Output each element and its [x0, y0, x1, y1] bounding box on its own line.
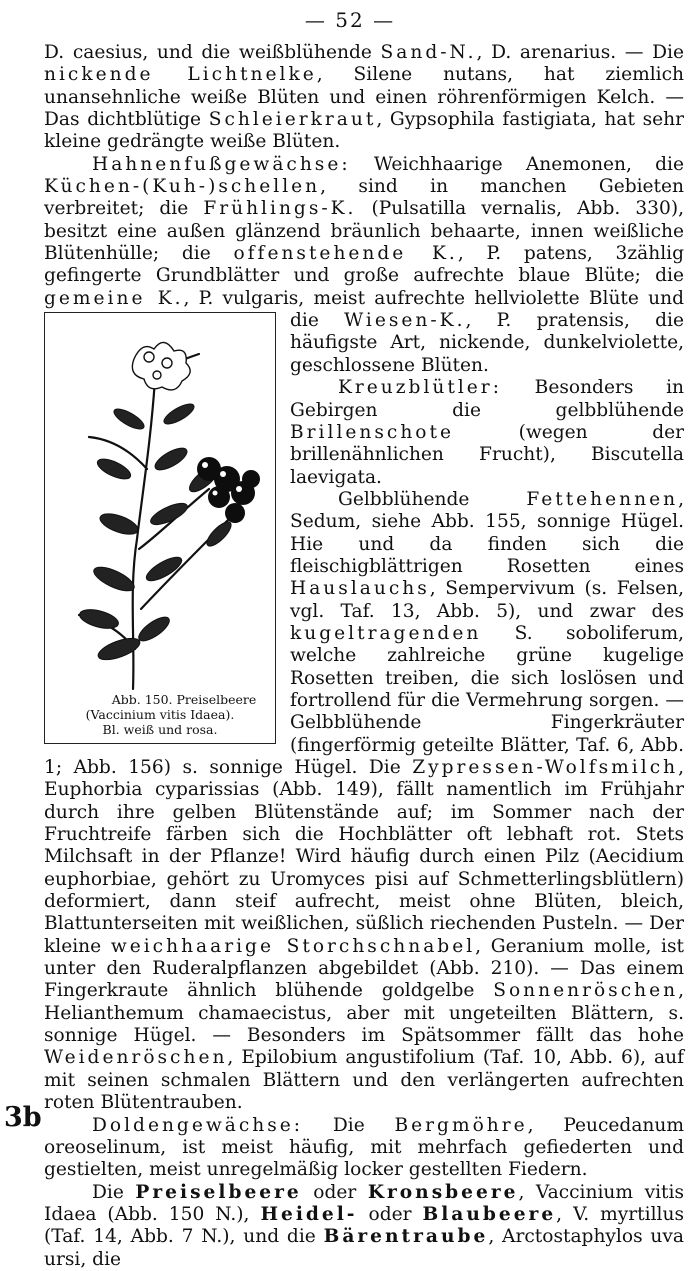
- text-run: , Epilobium angustifolium (Taf. 10, Abb. 6), auf mit seinen schmalen Blättern und den verlängerten aufrechten roten Blütentrauben.: [44, 1047, 684, 1114]
- text-run: , D. arenarius. — Die: [476, 42, 684, 63]
- spaced-term: Sand-N.: [380, 42, 477, 63]
- spaced-term: Küchen-(Kuh-)schellen: [44, 176, 321, 198]
- text-run: , P. patens, 3zählig gefingerte Grundblätter und große aufrechte blaue Blüte; die: [44, 243, 684, 287]
- spaced-term: Brillenschote: [290, 421, 454, 443]
- text-run: Besonders in Gebirgen die gelbblühende: [290, 377, 684, 421]
- spaced-term: Frühlings-K.: [203, 198, 357, 220]
- text-run: , sind in manchen Gebieten verbreitet; die: [44, 176, 684, 220]
- spaced-term: gemeine K.: [44, 287, 184, 309]
- spaced-term: kugeltragenden: [290, 622, 482, 644]
- text-run: , Euphorbia cyparissias (Abb. 149), fällt namentlich im Frühjahr durch ihre gelben Blütenstände auf; im Sommer nach der Fruchtreife färben sich die Hochblätter oft lebhaft rot. Stets Milchsaft in der Pflanze! Wird häufig durch einen Pilz (Aecidium euphorbiae, gehört zu Uromyces pisi auf Schmetterlingsblütlern) deformiert, dann steif aufrecht, meist ohne Blüten, bleich, Blattunterseiten mit weißlichen, süßlich riechenden Pusteln. — Der kleine: [44, 757, 684, 957]
- figure-caption: [45, 692, 275, 737]
- text-run: (fingerförmig geteilte Blätter, Taf. 6, Abb. 1; Abb. 156) s. sonnige Hügel. Die: [44, 734, 684, 778]
- text-run: , Geranium molle, ist unter den Ruderalpflanzen abgebildet (Abb. 210). — Das einem Fingerkraute ähnlich blühende goldgelbe: [44, 935, 684, 1002]
- text-run: , Vaccinium vitis Idaea (Abb. 150 N.),: [44, 1181, 684, 1225]
- text-run: , V. myrtillus (Taf. 14, Abb. 7 N.), und die: [44, 1203, 684, 1248]
- paragraph-doldengewaechse: [44, 1115, 684, 1182]
- bold-term: Blaubeere: [422, 1203, 557, 1225]
- text-run: Anemonen: [525, 153, 627, 175]
- section-heading: Doldengewächse:: [92, 1114, 304, 1136]
- section-heading: Hahnenfußgewächse:: [92, 153, 351, 175]
- text-run: , Sedum, siehe Abb. 155, sonnige Hügel. Hie und da finden sich die fleischigblättrigen Rosetten eines: [290, 488, 684, 577]
- text-run: , Arctostaphylos uva ursi, die: [44, 1226, 684, 1270]
- spaced-term: Hauslauchs: [290, 578, 430, 600]
- bold-term: Heidel-: [260, 1203, 358, 1225]
- margin-signature-mark: 3b: [4, 1102, 42, 1133]
- lingonberry-illustration: [59, 319, 263, 691]
- spaced-term: Wiesen-K.: [344, 310, 466, 332]
- page-number: — 52 —: [304, 8, 396, 32]
- bold-term: Preiselbeere: [135, 1181, 302, 1203]
- text-run: , Silene nutans, hat ziemlich unansehnliche weiße Blüten und einen röhrenförmigen Kelch. — Das dichtblütige: [44, 64, 685, 131]
- text-run: S. soboliferum, welche zahlreiche grüne kugelige Rosetten treiben, die sich loslösen und fortrollend für die Vermehrung sorgen. — Gelbblühende: [290, 622, 684, 734]
- spaced-term: Zypressen-Wolfsmilch: [412, 757, 679, 778]
- text-run: oder: [301, 1181, 368, 1203]
- text-run: oder: [357, 1203, 423, 1225]
- spaced-term: Weidenröschen: [44, 1047, 228, 1069]
- text-run: , P. vulgaris, meist aufrechte hellviolette Blüte und die: [183, 287, 684, 332]
- text-run: Weichhaarige: [350, 153, 526, 175]
- caption-line: Bl. weiß und rosa.: [102, 722, 218, 738]
- text-run: Fingerkräuter: [550, 712, 684, 734]
- text-run: Die: [92, 1181, 136, 1203]
- body-text: [44, 42, 684, 1271]
- text-run: , P. pratensis, die häufigste Art, nickende, dunkelviolette, geschlossene Blüten.: [290, 310, 685, 376]
- text-run: , Peucedanum oreoselinum, ist meist häufig, mit mehrfach gefiederten und gestielten, meist unregelmäßig locker gestellten Fiedern.: [44, 1114, 684, 1181]
- caption-line: (Vaccinium vitis Idaea).: [85, 707, 235, 723]
- figure-preiselbeere: [44, 312, 276, 744]
- paragraph-preiselbeere: [44, 1182, 684, 1271]
- section-heading: Kreuzblütler:: [338, 377, 502, 399]
- text-run: (Pulsatilla vernalis, Abb. 330), besitzt eine außen glänzend bräunlich behaarte, innen weißliche Blütenhülle; die: [44, 198, 684, 265]
- bold-term: Bärentraube: [323, 1226, 489, 1248]
- text-run: Gelbblühende: [338, 488, 527, 510]
- spaced-term: Fettehennen: [526, 488, 679, 510]
- spaced-term: weichhaarige Storchschnabel: [110, 935, 476, 957]
- paragraph-caryophyllaceae: [44, 42, 684, 154]
- bold-term: Kronsbeere: [367, 1181, 519, 1203]
- text-run: , die: [626, 153, 684, 175]
- text-run: , Gypsophila fastigiata, hat sehr kleine gedrängte weiße Blüten.: [44, 109, 684, 153]
- text-run: , Helianthemum chamaecistus, aber mit ungeteilten Blättern, s. sonnige Hügel. — Besonders im Spätsommer fällt das hohe: [44, 980, 684, 1047]
- spaced-term: Bergmöhre: [394, 1114, 528, 1136]
- spaced-term: nickende Lichtnelke: [44, 64, 317, 86]
- spaced-term: offenstehende K.: [233, 243, 458, 265]
- spaced-term: Schleierkraut: [208, 109, 377, 131]
- text-run: , Sempervivum (s. Felsen, vgl. Taf. 13, Abb. 5), und zwar des: [290, 578, 684, 622]
- text-run: Die: [303, 1114, 395, 1136]
- spaced-term: Sonnenröschen: [493, 980, 679, 1002]
- caption-line: Abb. 150. Preiselbeere: [111, 692, 257, 708]
- text-run: (wegen der brillenähnlichen Frucht), Biscutella laevigata.: [290, 421, 684, 488]
- text-run: D. caesius, und die weißblühende: [44, 42, 381, 63]
